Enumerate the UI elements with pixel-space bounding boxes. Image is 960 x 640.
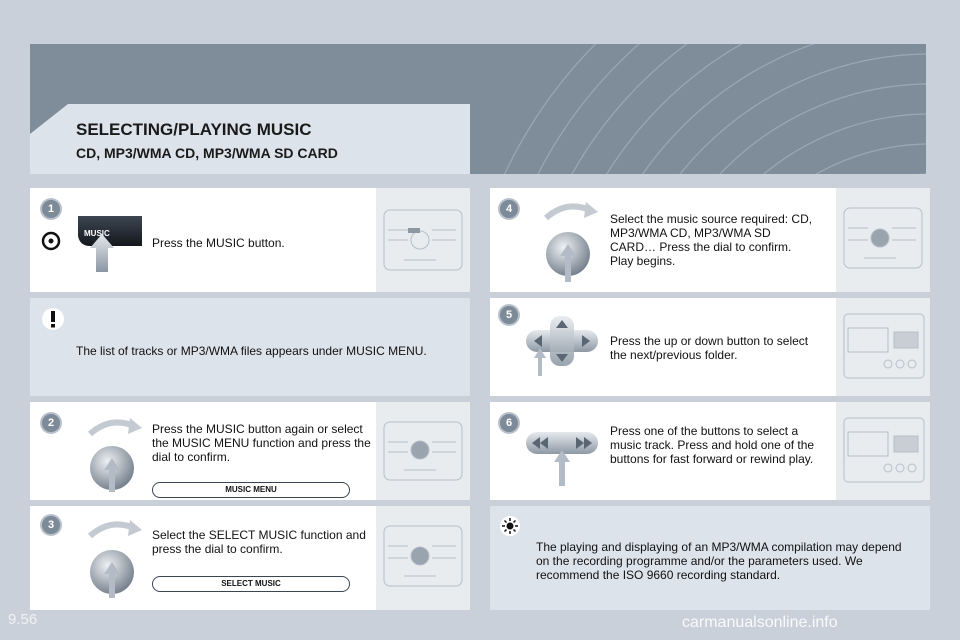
step-badge: 3 bbox=[42, 516, 60, 534]
four-way-button-icon bbox=[524, 422, 600, 488]
step-3-text: Select the SELECT MUSIC function and press the dial to confirm. bbox=[152, 528, 366, 556]
select-music-pill: SELECT MUSIC bbox=[152, 576, 350, 592]
step-5-panel bbox=[490, 298, 930, 396]
cd-icon bbox=[40, 230, 62, 252]
step-badge: 5 bbox=[500, 306, 518, 324]
step-6-text: Press one of the buttons to select a music track. Press and hold one of the buttons for fast forward or rewind play. bbox=[610, 424, 815, 466]
four-way-button-icon bbox=[524, 312, 600, 376]
step-badge: 6 bbox=[500, 414, 518, 432]
step-3-panel bbox=[30, 506, 470, 610]
page-title: SELECTING/PLAYING MUSIC bbox=[76, 120, 312, 139]
radio-unit-icon bbox=[836, 402, 930, 500]
radio-unit-icon bbox=[836, 298, 930, 396]
step-1-text: Press the MUSIC button. bbox=[152, 236, 285, 250]
step-6-panel bbox=[490, 402, 930, 500]
radio-unit-icon bbox=[376, 506, 470, 610]
step-2-panel bbox=[30, 402, 470, 500]
step-badge: 2 bbox=[42, 414, 60, 432]
dial-icon bbox=[80, 414, 144, 496]
radio-unit-icon bbox=[376, 402, 470, 500]
step-badge: 1 bbox=[42, 200, 60, 218]
dial-icon bbox=[536, 198, 600, 288]
watermark: carmanualsonline.info bbox=[682, 614, 838, 631]
radio-unit-icon bbox=[376, 188, 470, 292]
step-5-text: Press the up or down button to select the next/previous folder. bbox=[610, 334, 809, 362]
step-badge: 4 bbox=[500, 200, 518, 218]
step-4-text: Select the music source required: CD, MP3/WMA CD, MP3/WMA SD CARD… Press the dial to confirm. Play begins. bbox=[610, 212, 813, 268]
warning-panel bbox=[30, 298, 470, 396]
page-number: 9.56 bbox=[8, 611, 38, 628]
warning-icon bbox=[40, 306, 66, 332]
bulb-icon bbox=[498, 514, 522, 538]
step-2-text: Press the MUSIC button again or select the MUSIC MENU function and press the dial to confirm. bbox=[152, 422, 371, 464]
tip-text: The playing and displaying of an MP3/WMA compilation may depend on the recording programme and/or the parameters used. We recommend the ISO 9660 recording standard. bbox=[536, 540, 902, 582]
music-button-icon bbox=[72, 210, 144, 274]
warning-text: The list of tracks or MP3/WMA files appears under MUSIC MENU. bbox=[76, 344, 427, 358]
step-1-panel bbox=[30, 188, 470, 292]
dial-icon bbox=[80, 516, 144, 606]
music-menu-pill: MUSIC MENU bbox=[152, 482, 350, 498]
radio-unit-icon bbox=[836, 188, 930, 292]
tip-panel bbox=[490, 506, 930, 610]
music-button-label: MUSIC bbox=[84, 229, 110, 238]
page-subtitle: CD, MP3/WMA CD, MP3/WMA SD CARD bbox=[76, 145, 338, 161]
step-4-panel bbox=[490, 188, 930, 292]
